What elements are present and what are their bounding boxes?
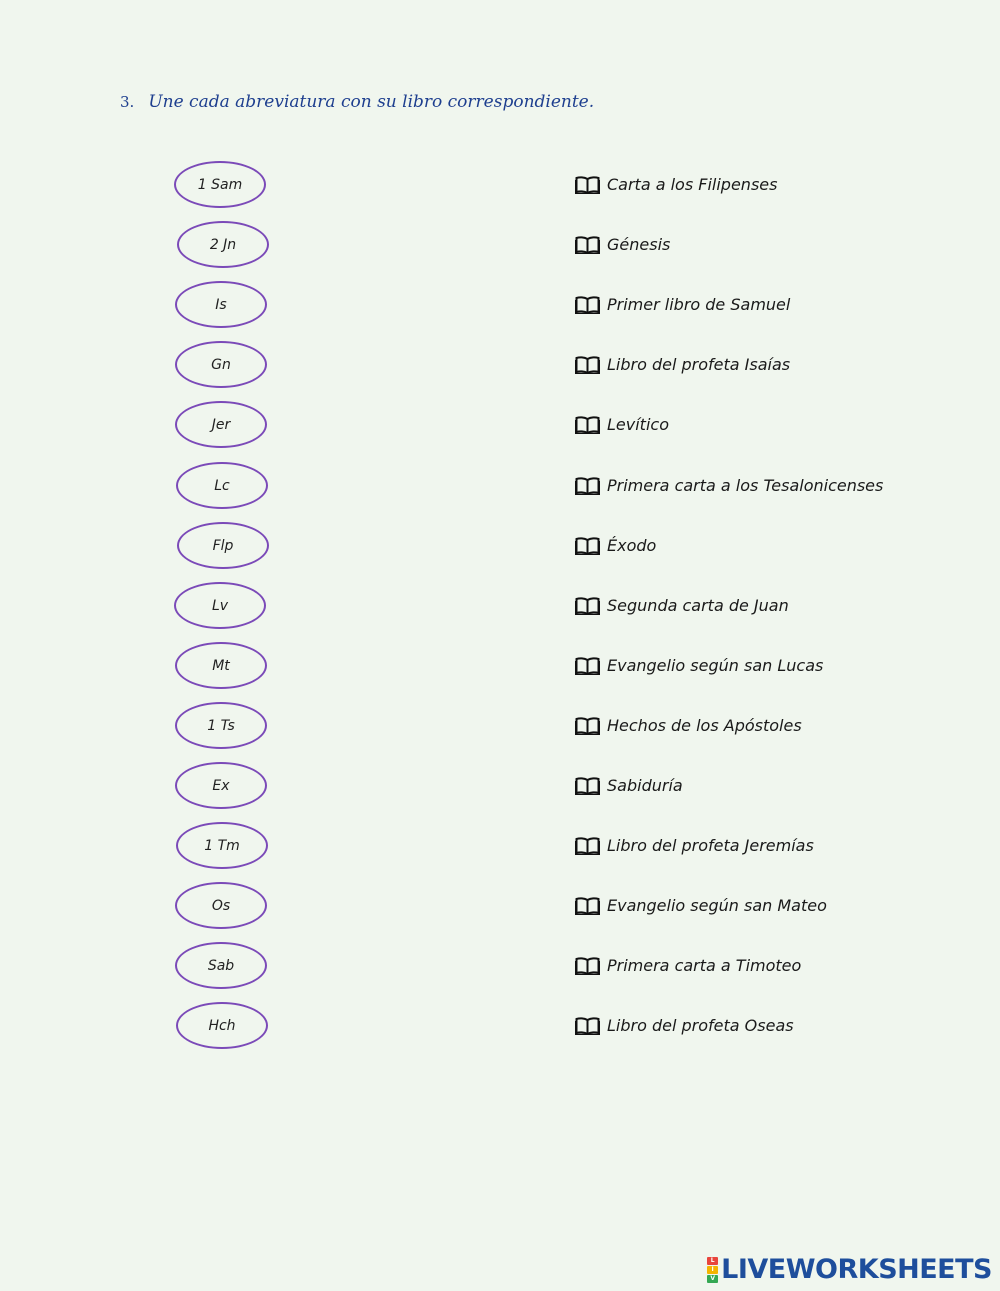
abbreviation-oval[interactable]: Hch	[176, 1002, 268, 1049]
book-item[interactable]	[575, 175, 777, 194]
abbreviation-oval[interactable]: Sab	[175, 942, 267, 989]
abbreviation-oval[interactable]: 1 Tm	[176, 822, 268, 869]
abbreviation-oval[interactable]: 1 Ts	[175, 702, 267, 749]
book-label: Libro del profeta Isaías	[607, 355, 791, 374]
book-label: Levítico	[607, 415, 669, 434]
book-label: Libro del profeta Jeremías	[607, 836, 814, 855]
book-label: Génesis	[607, 235, 671, 254]
open-book-icon	[575, 717, 600, 735]
book-label: Éxodo	[607, 536, 657, 555]
book-item[interactable]	[575, 956, 801, 975]
open-book-icon	[575, 537, 600, 555]
open-book-icon	[575, 657, 600, 675]
open-book-icon	[575, 957, 600, 975]
abbreviation-oval[interactable]: Flp	[177, 522, 269, 569]
instruction-text: Une cada abreviatura con su libro correspondiente.	[148, 92, 595, 112]
liveworksheets-logo	[707, 1254, 992, 1285]
logo-text: LIVEWORKSHEETS	[721, 1254, 992, 1285]
abbreviation-oval[interactable]: 2 Jn	[177, 221, 269, 268]
instruction	[120, 92, 594, 112]
abbreviation-oval[interactable]: Os	[175, 882, 267, 929]
abbreviation-oval[interactable]: Gn	[175, 341, 267, 388]
book-label: Evangelio según san Mateo	[607, 896, 827, 915]
book-item[interactable]	[575, 836, 814, 855]
book-item[interactable]	[575, 896, 827, 915]
open-book-icon	[575, 837, 600, 855]
book-item[interactable]	[575, 415, 669, 434]
abbreviation-oval[interactable]: Lv	[174, 582, 266, 629]
open-book-icon	[575, 477, 600, 495]
abbreviation-oval[interactable]: Lc	[176, 462, 268, 509]
logo-squares-icon	[707, 1257, 718, 1283]
book-label: Libro del profeta Oseas	[607, 1016, 794, 1035]
open-book-icon	[575, 356, 600, 374]
open-book-icon	[575, 416, 600, 434]
open-book-icon	[575, 296, 600, 314]
open-book-icon	[575, 236, 600, 254]
abbreviation-oval[interactable]: Ex	[175, 762, 267, 809]
abbreviation-oval[interactable]: Jer	[175, 401, 267, 448]
book-item[interactable]	[575, 235, 670, 254]
book-item[interactable]	[575, 295, 790, 314]
book-item[interactable]	[575, 355, 790, 374]
open-book-icon	[575, 597, 600, 615]
book-label: Sabiduría	[607, 776, 683, 795]
book-item[interactable]	[575, 476, 883, 495]
book-label: Primera carta a Timoteo	[607, 956, 802, 975]
book-label: Primera carta a los Tesalonicenses	[607, 476, 884, 495]
logo-square-v: V	[707, 1275, 718, 1283]
open-book-icon	[575, 176, 600, 194]
abbreviation-oval[interactable]: Mt	[175, 642, 267, 689]
book-label: Segunda carta de Juan	[607, 596, 789, 615]
abbreviation-oval[interactable]: Is	[175, 281, 267, 328]
book-item[interactable]	[575, 536, 656, 555]
instruction-number: 3.	[120, 93, 135, 111]
book-label: Evangelio según san Lucas	[607, 656, 824, 675]
book-item[interactable]	[575, 776, 683, 795]
logo-square-l: L	[707, 1257, 718, 1265]
book-item[interactable]	[575, 596, 789, 615]
open-book-icon	[575, 1017, 600, 1035]
book-label: Hechos de los Apóstoles	[607, 716, 802, 735]
book-item[interactable]	[575, 1016, 794, 1035]
book-label: Primer libro de Samuel	[607, 295, 791, 314]
abbreviation-oval[interactable]: 1 Sam	[174, 161, 266, 208]
book-item[interactable]	[575, 716, 802, 735]
open-book-icon	[575, 897, 600, 915]
book-item[interactable]	[575, 656, 823, 675]
open-book-icon	[575, 777, 600, 795]
book-label: Carta a los Filipenses	[607, 175, 778, 194]
logo-square-i: I	[707, 1266, 718, 1274]
